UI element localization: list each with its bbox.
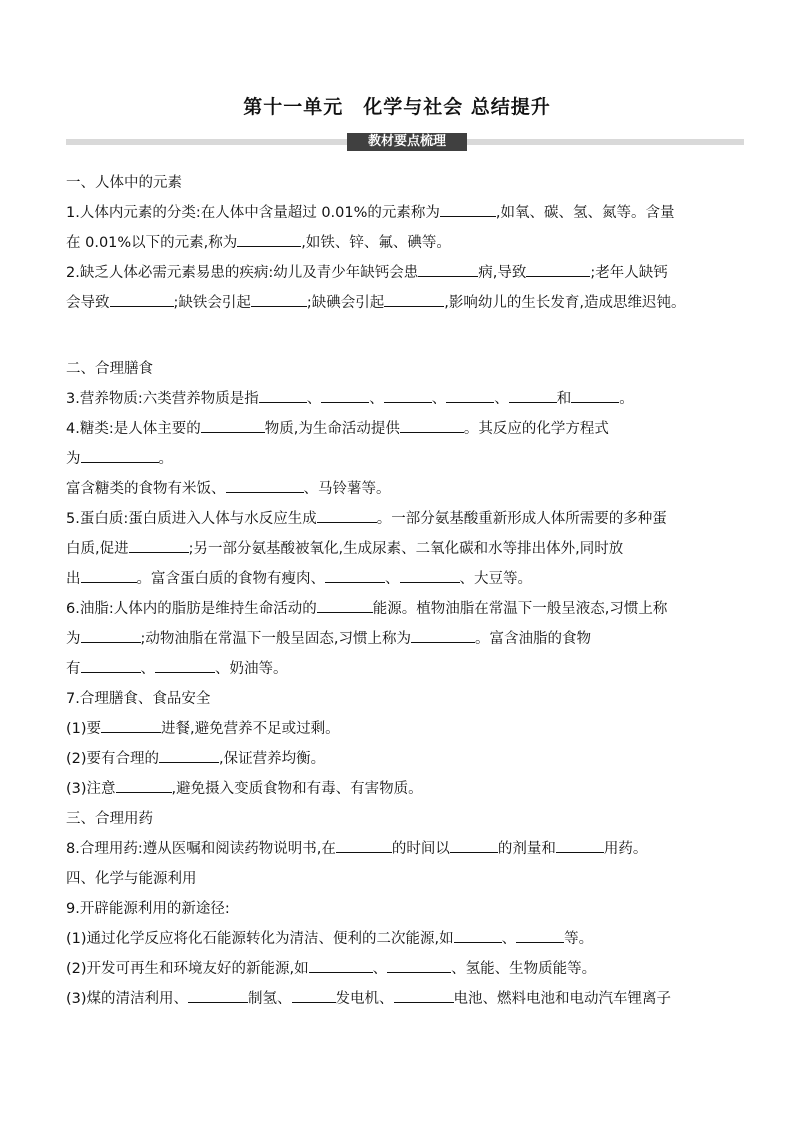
item-5-cont: 白质,促进 ;另一部分氨基酸被氧化,生成尿素、二氧化碳和水等排出体外,同时放 [66, 534, 746, 564]
item-7-3: (3)注意 ,避免摄入变质食物和有毒、有害物质。 [66, 774, 746, 804]
answer-blank[interactable] [159, 748, 219, 763]
section-banner-label: 教材要点梳理 [347, 133, 467, 151]
page-title: 第十一单元 化学与社会 总结提升 [243, 96, 551, 118]
answer-blank[interactable] [201, 418, 265, 433]
item-2: 2.缺乏人体必需元素易患的疾病:幼儿及青少年缺钙会患 病,导致 ;老年人缺钙 [66, 258, 746, 288]
answer-blank[interactable] [384, 388, 432, 403]
answer-blank[interactable] [440, 202, 496, 217]
answer-blank[interactable] [336, 838, 392, 853]
item-3: 3.营养物质:六类营养物质是指 、 、 、 、 和 。 [66, 384, 746, 414]
item-7-1: (1)要 进餐,避免营养不足或过剩。 [66, 714, 746, 744]
answer-blank[interactable] [526, 262, 590, 277]
answer-blank[interactable] [509, 388, 557, 403]
answer-blank[interactable] [325, 568, 385, 583]
section-banner [66, 134, 744, 148]
answer-blank[interactable] [292, 988, 336, 1003]
answer-blank[interactable] [155, 658, 215, 673]
answer-blank[interactable] [556, 838, 604, 853]
item-2-cont: 会导致 ;缺铁会引起 ;缺碘会引起 ,影响幼儿的生长发育,造成思维迟钝。 [66, 288, 746, 318]
answer-blank[interactable] [116, 778, 172, 793]
answer-blank[interactable] [81, 658, 141, 673]
item-9-3: (3)煤的清洁利用、 制氢、 发电机、 电池、燃料电池和电动汽车锂离子 [66, 984, 746, 1014]
answer-blank[interactable] [81, 628, 141, 643]
heading-medicine: 三、合理用药 [66, 811, 153, 827]
answer-blank[interactable] [454, 928, 502, 943]
answer-blank[interactable] [387, 958, 451, 973]
heading-elements: 一、人体中的元素 [66, 175, 182, 191]
answer-blank[interactable] [321, 388, 369, 403]
item-7-2: (2)要有合理的 ,保证营养均衡。 [66, 744, 746, 774]
answer-blank[interactable] [237, 232, 301, 247]
answer-blank[interactable] [317, 598, 373, 613]
item-9-1: (1)通过化学反应将化石能源转化为清洁、便利的二次能源,如 、 等。 [66, 924, 746, 954]
answer-blank[interactable] [110, 292, 174, 307]
item-8: 8.合理用药:遵从医嘱和阅读药物说明书,在 的时间以 的剂量和 用药。 [66, 834, 746, 864]
answer-blank[interactable] [251, 292, 307, 307]
answer-blank[interactable] [571, 388, 619, 403]
answer-blank[interactable] [450, 838, 498, 853]
answer-blank[interactable] [384, 292, 444, 307]
answer-blank[interactable] [400, 418, 464, 433]
answer-blank[interactable] [394, 988, 454, 1003]
item-4-foods: 富含糖类的食物有米饭、 、马铃薯等。 [66, 474, 746, 504]
answer-blank[interactable] [101, 718, 161, 733]
item-9-2: (2)开发可再生和环境友好的新能源,如 、 、氢能、生物质能等。 [66, 954, 746, 984]
answer-blank[interactable] [446, 388, 494, 403]
answer-blank[interactable] [317, 508, 377, 523]
item-4: 4.糖类:是人体主要的 物质,为生命活动提供 。其反应的化学方程式 [66, 414, 746, 444]
answer-blank[interactable] [411, 628, 475, 643]
item-6-foods: 有 、 、奶油等。 [66, 654, 746, 684]
answer-blank[interactable] [516, 928, 564, 943]
item-1: 1.人体内元素的分类:在人体中含量超过 0.01%的元素称为 ,如氧、碳、氢、氮等。含量 [66, 198, 746, 228]
heading-diet: 二、合理膳食 [66, 361, 153, 377]
item-5-foods: 出 。富含蛋白质的食物有瘦肉、 、 、大豆等。 [66, 564, 746, 594]
answer-blank[interactable] [188, 988, 248, 1003]
answer-blank[interactable] [81, 568, 137, 583]
answer-blank[interactable] [129, 538, 189, 553]
heading-energy: 四、化学与能源利用 [66, 871, 197, 887]
item-4-equation: 为 。 [66, 444, 746, 474]
answer-blank[interactable] [81, 448, 159, 463]
item-5: 5.蛋白质:蛋白质进入人体与水反应生成 。一部分氨基酸重新形成人体所需要的多种蛋 [66, 504, 746, 534]
answer-blank[interactable] [259, 388, 307, 403]
item-9: 9.开辟能源利用的新途径: [66, 901, 230, 917]
item-7: 7.合理膳食、食品安全 [66, 691, 211, 707]
item-6-cont: 为 ;动物油脂在常温下一般呈固态,习惯上称为 。富含油脂的食物 [66, 624, 746, 654]
answer-blank[interactable] [226, 478, 304, 493]
item-1-cont: 在 0.01%以下的元素,称为 ,如铁、锌、氟、碘等。 [66, 228, 746, 258]
answer-blank[interactable] [418, 262, 478, 277]
worksheet-content [66, 168, 746, 1014]
answer-blank[interactable] [309, 958, 373, 973]
item-6: 6.油脂:人体内的脂肪是维持生命活动的 能源。植物油脂在常温下一般呈液态,习惯上称 [66, 594, 746, 624]
answer-blank[interactable] [400, 568, 460, 583]
